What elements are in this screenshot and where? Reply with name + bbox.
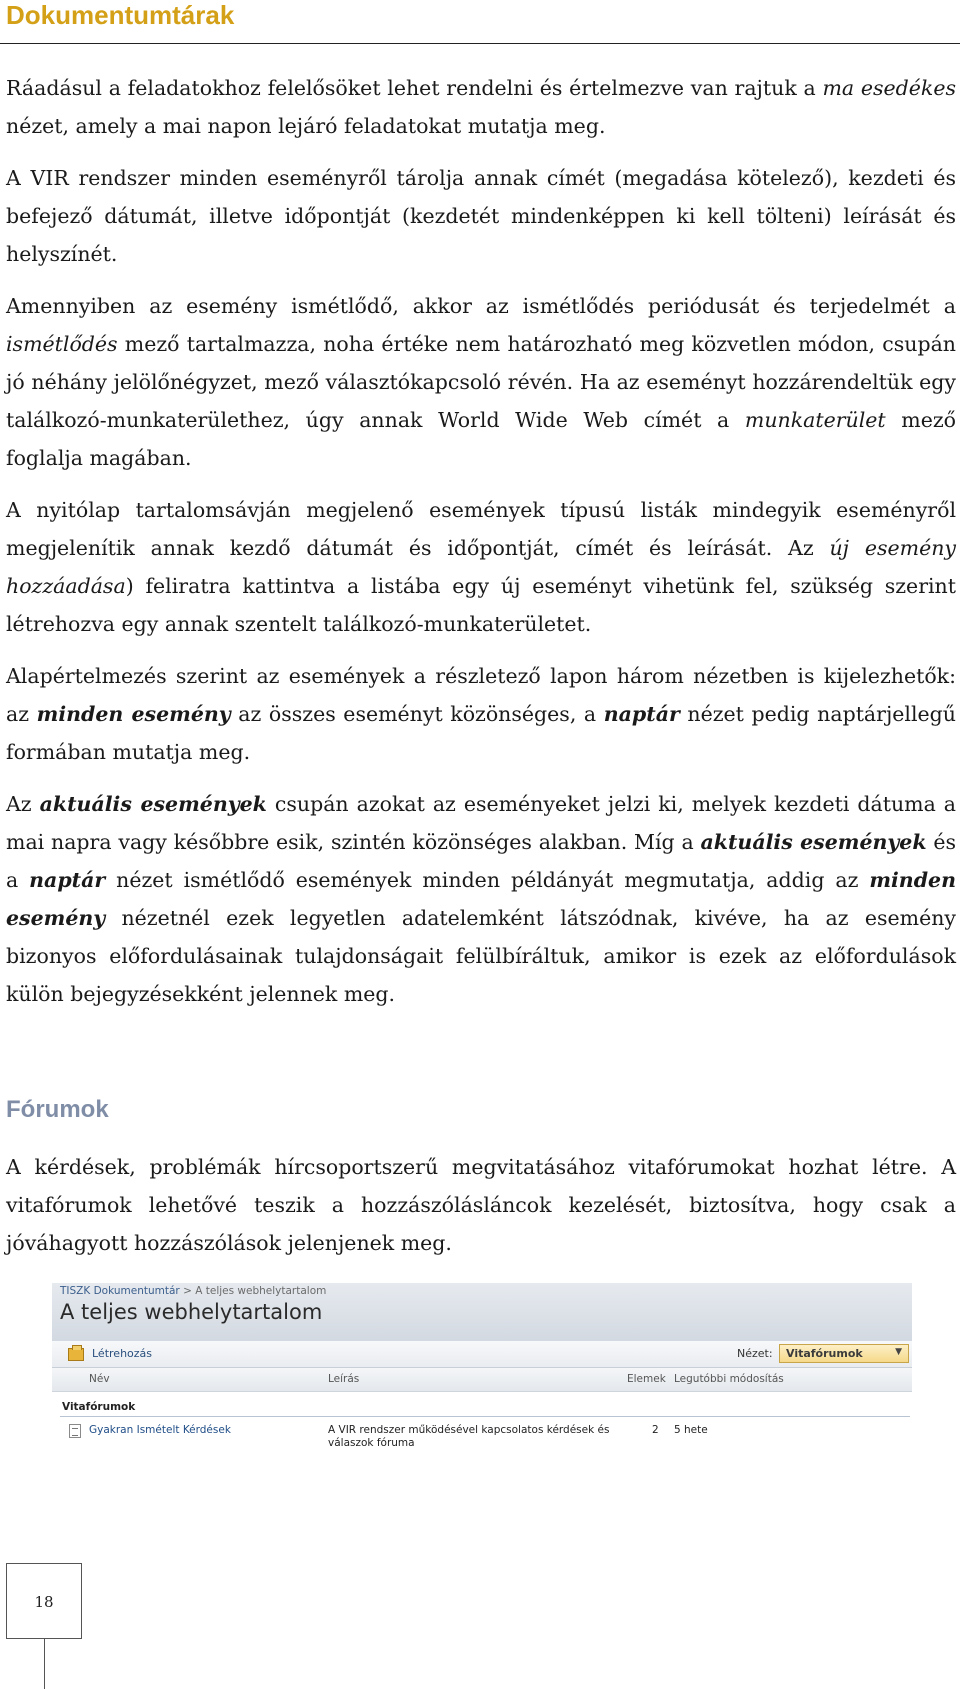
row-name-link[interactable]: Gyakran Ismételt Kérdések [89,1424,231,1436]
paragraph-6-text-e: és a [6,830,957,892]
breadcrumb-site-link[interactable]: TISZK Dokumentumtár [60,1285,180,1297]
column-header-items[interactable]: Elemek [627,1373,666,1385]
paragraph-1-text-c: nézet, amely a mai napon lejáró feladatokat mutatja meg. [6,114,606,138]
view-dropdown[interactable] [779,1344,909,1363]
paragraph-6-text-i: nézetnél ezek legyetlen adatelemként látszódnak, kivéve, ha az esemény bizonyos előfordulásainak tulajdonságait felülbíráltuk, amikor is ezek az előfordulások külön bejegyzésekként jelennek meg. [6,906,956,1006]
paragraph-5-term-1: minden esemény [36,702,231,726]
paragraph-3-text-c: mező tartalmazza, noha értéke nem határozható meg közvetlen módon, csupán jó néhány jelölőnégyzet, mező választókapcsoló révén. Ha az eseményt hozzárendeltük egy találkozó-munkaterülethez, úgy annak World Wide Web címét a [6,332,956,432]
paragraph-3 [6,287,956,477]
group-divider [60,1416,910,1417]
row-items-count: 2 [652,1424,659,1436]
body-text [6,69,956,1013]
view-dropdown-value: Vitafórumok [786,1347,863,1360]
paragraph-6-text-a: Az [6,792,40,816]
screenshot-toolbar [52,1341,912,1368]
paragraph-4-text-a: A nyitólap tartalomsávján megjelenő események típusú listák mindegyik eseményről megjelenítik annak kezdő dátumát és időpontját, címét és leírását. Az [6,498,956,560]
column-header-row [52,1368,912,1392]
paragraph-3-emphasis-1: ismétlődés [6,332,118,356]
forums-paragraph: A kérdések, problémák hírcsoportszerű megvitatásához vitafórumokat hozhat létre. A vitafórumok lehetővé teszik a hozzászólásláncok kezelését, biztosítva, hogy csak a jóváhagyott hozzászólások jelenjenek meg. [6,1155,956,1255]
paragraph-6 [6,785,956,1013]
page-number-line [44,1639,45,1689]
folder-new-icon[interactable] [68,1348,84,1361]
sharepoint-screenshot [52,1283,912,1461]
paragraph-6-text-c: csupán azokat az eseményeket jelzi ki, melyek kezdeti dátuma a mai napra vagy későbbre esik, szintén közönséges alakban. Míg a [6,792,957,854]
paragraph-3-text-e: mező foglalja magában. [6,408,956,470]
column-header-name[interactable]: Név [89,1373,110,1385]
table-row[interactable] [52,1420,912,1460]
paragraph-6-term-2: aktuális események [700,830,927,854]
screenshot-page-title: A teljes webhelytartalom [60,1300,323,1324]
row-last-modified: 5 hete [674,1424,708,1436]
screenshot-header [52,1283,912,1341]
forums-text-block [6,1148,956,1262]
paragraph-6-term-3: naptár [29,868,106,892]
paragraph-4-text-c: ) feliratra kattintva a listába egy új eseményt vihetünk fel, szükség szerint létrehozva egy annak szentelt találkozó-munkaterületet. [6,574,956,636]
section-heading-forums: Fórumok [6,1096,109,1123]
page-number: 18 [6,1563,82,1639]
column-header-description[interactable]: Leírás [328,1373,360,1385]
paragraph-1 [6,69,956,145]
paragraph-5-text-c: az összes eseményt közönséges, a [230,702,604,726]
page-title: Dokumentumtárak [6,0,235,30]
paragraph-4 [6,491,956,643]
paragraph-4-emphasis: új esemény hozzáadása [6,536,956,598]
breadcrumb-current: A teljes webhelytartalom [195,1285,327,1297]
create-button[interactable]: Létrehozás [92,1347,153,1360]
paragraph-5-term-2: naptár [603,702,680,726]
paragraph-6-term-4: minden esemény [6,868,956,930]
column-header-modified[interactable]: Legutóbbi módosítás [674,1373,784,1385]
paragraph-6-text-g: nézet ismétlődő események minden példányát megmutatja, addig az [105,868,870,892]
paragraph-5-text-a: Alapértelmezés szerint az események a részletező lapon három nézetben is kijelezhetők: az [6,664,956,726]
group-label: Vitafórumok [62,1401,136,1413]
breadcrumb [60,1285,326,1297]
paragraph-5 [6,657,956,771]
paragraph-3-emphasis-2: munkaterület [744,408,886,432]
discussion-board-icon [69,1424,81,1438]
paragraph-6-term-1: aktuális események [39,792,267,816]
breadcrumb-separator: > [179,1285,196,1297]
paragraph-1-emphasis: ma esedékes [822,76,956,100]
paragraph-3-text-a: Amennyiben az esemény ismétlődő, akkor az ismétlődés periódusát és terjedelmét a [6,294,956,318]
row-description: A VIR rendszer működésével kapcsolatos kérdések és válaszok fóruma [328,1424,610,1449]
paragraph-1-text-a: Ráadásul a feladatokhoz felelősöket lehet rendelni és értelmezve van rajtuk a [6,76,823,100]
view-label: Nézet: [737,1347,773,1360]
title-divider [0,43,960,44]
paragraph-2: A VIR rendszer minden eseményről tárolja annak címét (megadása kötelező), kezdeti és befejező dátumát, illetve időpontját (kezdetét mindenképpen ki kell tölteni) leírását és helyszínét. [6,166,956,266]
chevron-down-icon: ▼ [895,1347,902,1357]
paragraph-5-text-e: nézet pedig naptárjellegű formában mutatja meg. [6,702,957,764]
